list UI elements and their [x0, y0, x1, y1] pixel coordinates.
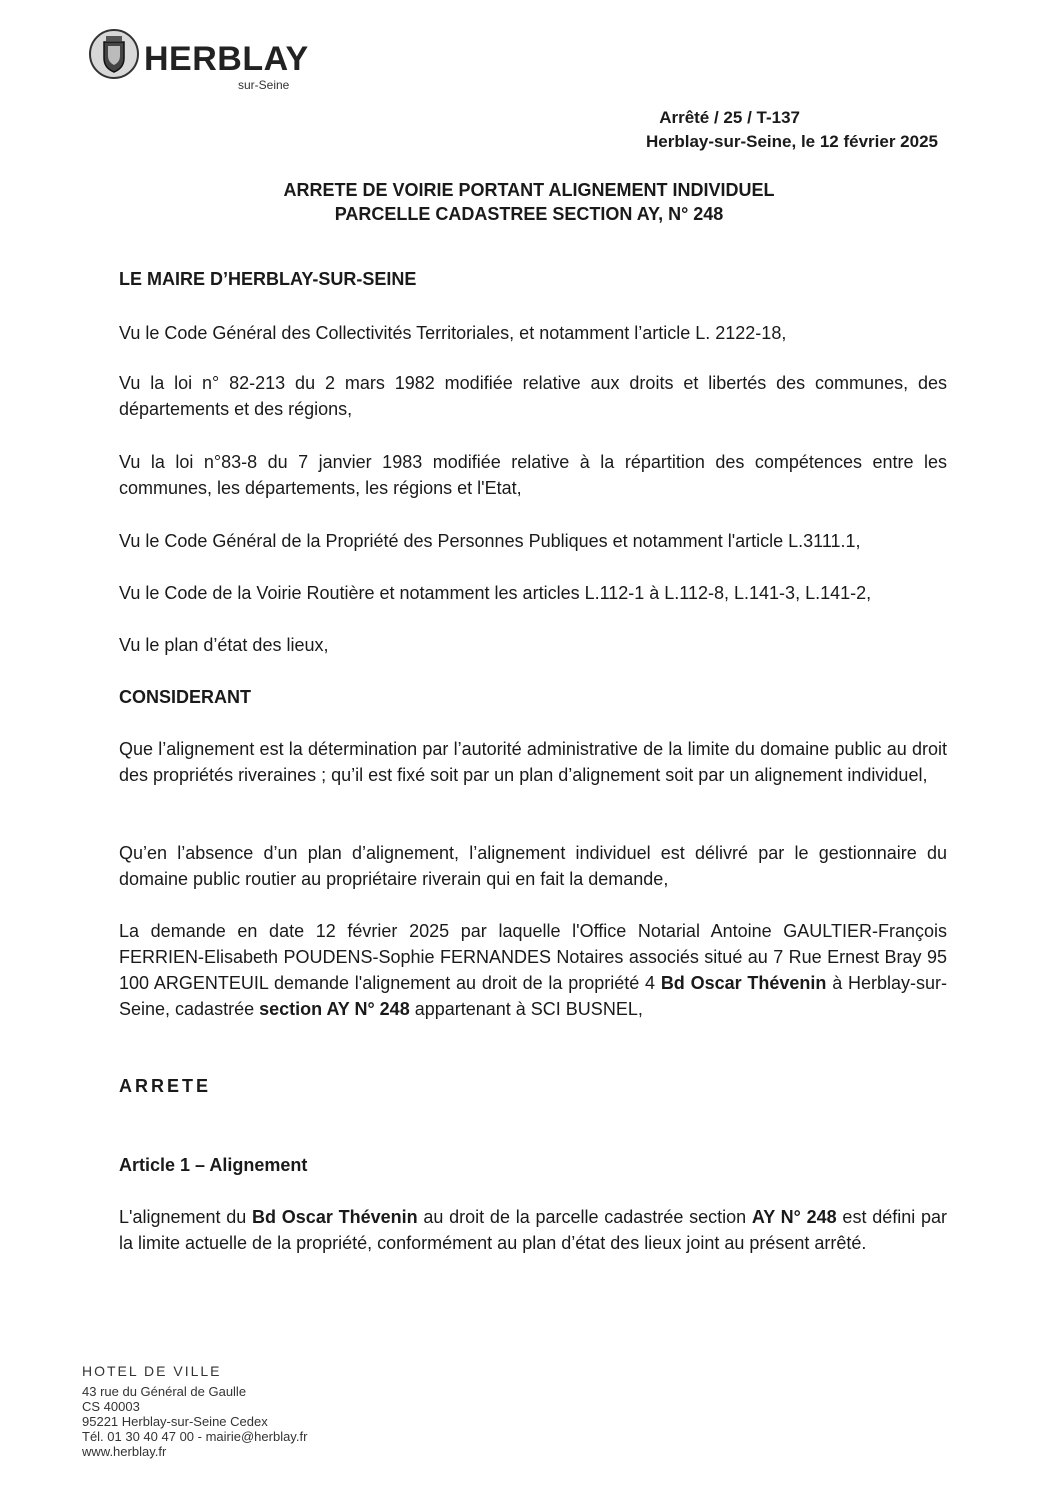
considerant-paragraph-2: Qu’en l’absence d’un plan d’alignement, l’alignement individuel est délivré par le gestionnaire du domaine public routier au propriétaire riverain qui en fait la demande, [119, 843, 947, 889]
article1-paragraph [119, 1204, 947, 1256]
c3-parcel: section AY N° 248 [259, 999, 410, 1019]
considerant-paragraph-1: Que l’alignement est la détermination par l’autorité administrative de la limite du domaine public au droit des propriétés riveraines ; qu’il est fixé soit par un plan d’alignement soit par un alignement individuel, [119, 739, 947, 785]
a1-text-3: est défini par la limite actuelle de la propriété, conformément au plan d’état des lieux joint au présent arrêté. [119, 1207, 948, 1253]
authority-heading: LE MAIRE D’HERBLAY-SUR-SEINE [119, 269, 417, 289]
footer-city: 95221 Herblay-sur-Seine Cedex [82, 1414, 268, 1429]
article1-heading: Article 1 – Alignement [119, 1155, 308, 1175]
footer-contact: Tél. 01 30 40 47 00 - mairie@herblay.fr [82, 1429, 308, 1444]
vu-paragraph-5: Vu le Code de la Voirie Routière et notamment les articles L.112-1 à L.112-8, L.141-3, L.141-2, [119, 583, 872, 603]
footer-heading: HOTEL DE VILLE [82, 1363, 222, 1379]
c3-text-1: La demande en date 12 février 2025 par laquelle l'Office Notarial Antoine GAULTIER-François FERRIEN-Elisabeth POUDENS-Sophie FERNANDES Notaires associés situé au 7 Rue Ernest Bray 95 100 ARGENTEUIL demande l'alignement au droit de la propriété 4 [119, 921, 947, 993]
vu-paragraph-3: Vu la loi n°83-8 du 7 janvier 1983 modifiée relative à la répartition des compétences entre les communes, les départements, les régions et l'Etat, [119, 452, 947, 498]
a1-parcel: AY N° 248 [751, 1207, 837, 1227]
document-title-line2: PARCELLE CADASTREE SECTION AY, N° 248 [334, 204, 724, 224]
place-date: Herblay-sur-Seine, le 12 février 2025 [646, 132, 938, 151]
arrete-heading: ARRETE [119, 1076, 212, 1096]
logo-subtitle: sur-Seine [238, 78, 290, 92]
considerant-heading: CONSIDERANT [119, 687, 252, 707]
vu-paragraph-2: Vu la loi n° 82-213 du 2 mars 1982 modifiée relative aux droits et libertés des communes, des départements et des régions, [119, 373, 947, 419]
footer-cs: CS 40003 [82, 1399, 140, 1414]
decree-reference: Arrêté / 25 / T-137 [659, 108, 800, 127]
vu-paragraph-1: Vu le Code Général des Collectivités Territoriales, et notamment l’article L. 2122-18, [119, 323, 787, 343]
considerant-paragraph-3 [119, 918, 947, 1022]
city-logo [86, 26, 326, 92]
vu-paragraph-4: Vu le Code Général de la Propriété des Personnes Publiques et notamment l'article L.3111.1, [119, 531, 861, 551]
c3-text-3: appartenant à SCI BUSNEL, [409, 999, 643, 1019]
c3-street: Bd Oscar Thévenin [660, 973, 827, 993]
a1-text-1: L'alignement du [119, 1207, 253, 1227]
vu-paragraph-6: Vu le plan d’état des lieux, [119, 635, 329, 655]
footer-address [82, 1364, 307, 1459]
footer-street: 43 rue du Général de Gaulle [82, 1384, 247, 1399]
footer-website: www.herblay.fr [82, 1444, 167, 1459]
a1-street: Bd Oscar Thévenin [252, 1207, 418, 1227]
logo-name: HERBLAY [144, 40, 309, 78]
c3-text-2: à Herblay-sur-Seine, cadastrée [119, 973, 947, 1019]
a1-text-2: au droit de la parcelle cadastrée section [417, 1207, 752, 1227]
city-crest-icon [86, 26, 142, 82]
document-title-line1: ARRETE DE VOIRIE PORTANT ALIGNEMENT INDIVIDUEL [283, 180, 775, 200]
